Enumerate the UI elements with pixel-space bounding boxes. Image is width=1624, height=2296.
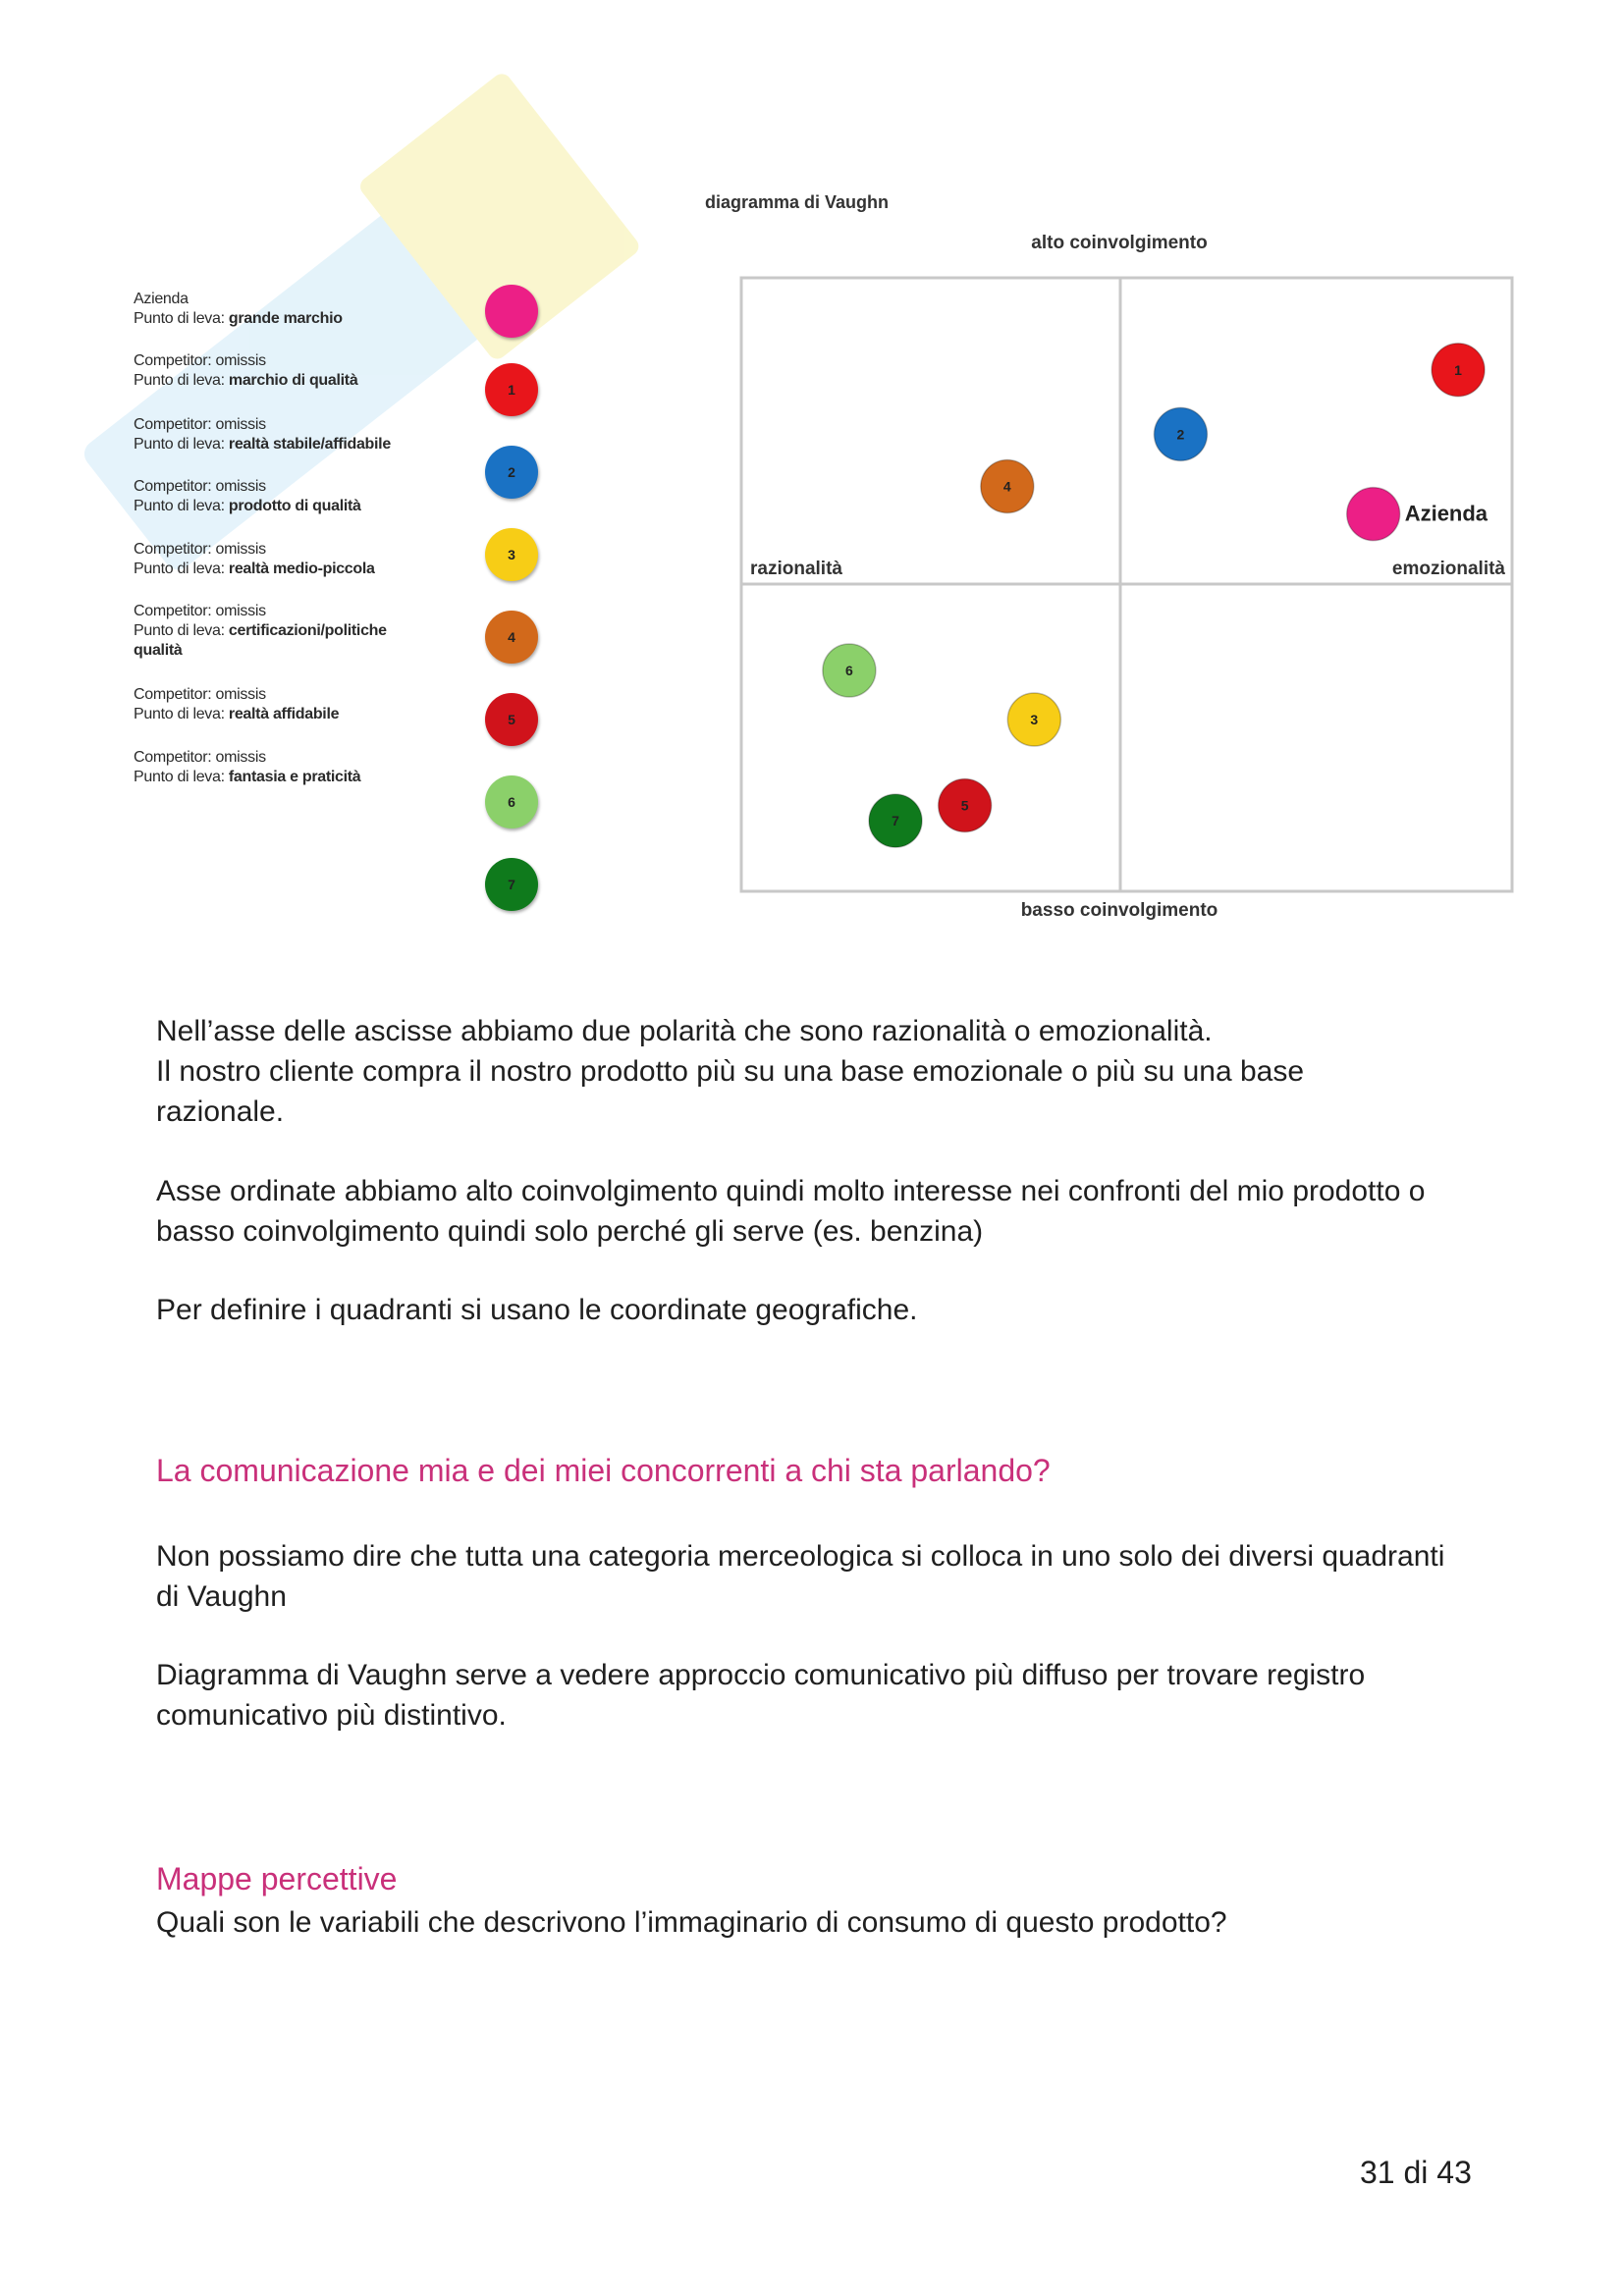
paragraph-2-text: Asse ordinate abbiamo alto coinvolgimento quindi molto interesse nei confronti del mio prodotto o basso coinvolgimento quindi solo perché gli serve (es. benzina) bbox=[156, 1175, 1426, 1248]
legend-item-company: Competitor: omissis bbox=[134, 749, 266, 766]
legend-item-company: Azienda bbox=[134, 291, 189, 307]
legend-item-text bbox=[134, 477, 458, 516]
chart-left-label: razionalità bbox=[750, 559, 842, 579]
section-heading-communication: La comunicazione mia e dei miei concorrenti a chi sta parlando? bbox=[156, 1453, 1051, 1488]
chart-bottom-label: basso coinvolgimento bbox=[1020, 900, 1218, 921]
legend-item-lever: Punto di leva: marchio di qualità bbox=[134, 372, 358, 389]
vaughn-diagram bbox=[687, 187, 1532, 933]
legend-item-lever: Punto di leva: certificazioni/politiche bbox=[134, 622, 387, 639]
chart-right-label: emozionalità bbox=[1391, 559, 1505, 579]
legend-item-company: Competitor: omissis bbox=[134, 686, 266, 703]
legend-item-lever: Punto di leva: prodotto di qualità bbox=[134, 498, 361, 514]
legend-marker: 1 bbox=[485, 363, 538, 416]
data-point-marker: 4 bbox=[1002, 478, 1011, 495]
legend-item-lever: Punto di leva: fantasia e praticità bbox=[134, 769, 361, 785]
paragraph-4 bbox=[156, 1536, 1452, 1617]
paragraph-1-line-1: Nell’asse delle ascisse abbiamo due polarità che sono razionalità o emozionalità. bbox=[156, 1015, 1213, 1047]
legend-item-company: Competitor: omissis bbox=[134, 541, 266, 558]
legend-marker: 3 bbox=[485, 528, 538, 581]
legend-item-text bbox=[134, 415, 458, 454]
legend-marker bbox=[485, 285, 538, 338]
legend-marker: 5 bbox=[485, 693, 538, 746]
data-point-marker: 2 bbox=[1176, 426, 1185, 443]
data-point-marker: 7 bbox=[892, 813, 899, 829]
legend-marker: 7 bbox=[485, 858, 538, 911]
paragraph-1-line-2: Il nostro cliente compra il nostro prodotto più su una base emozionale o più su una base razionale. bbox=[156, 1055, 1305, 1128]
legend-item-lever: Punto di leva: realtà affidabile bbox=[134, 706, 340, 722]
legend-item-text bbox=[134, 290, 458, 329]
legend-item-text bbox=[134, 748, 458, 787]
data-point-marker: 6 bbox=[845, 663, 853, 678]
legend-item-text bbox=[134, 540, 458, 579]
paragraph-5-text: Diagramma di Vaughn serve a vedere approccio comunicativo più diffuso per trovare registro comunicativo più distintivo. bbox=[156, 1659, 1366, 1732]
legend-item-text bbox=[134, 351, 458, 391]
chart-top-label: alto coinvolgimento bbox=[1031, 233, 1208, 253]
legend-marker: 4 bbox=[485, 611, 538, 664]
legend-marker: 6 bbox=[485, 775, 538, 828]
legend-item-company: Competitor: omissis bbox=[134, 603, 266, 619]
skuola-watermark-logo bbox=[29, 59, 717, 609]
page-number: 31 di 43 bbox=[1360, 2155, 1472, 2190]
legend-item-company: Competitor: omissis bbox=[134, 478, 266, 495]
paragraph-4-text: Non possiamo dire che tutta una categoria merceologica si colloca in uno solo dei diversi quadranti di Vaughn bbox=[156, 1540, 1445, 1613]
data-point-label: Azienda bbox=[1404, 501, 1489, 526]
section-heading-perceptual-maps: Mappe percettive bbox=[156, 1861, 398, 1896]
legend-item-company: Competitor: omissis bbox=[134, 352, 266, 369]
legend-item-lever-cont: qualità bbox=[134, 642, 183, 659]
paragraph-3 bbox=[156, 1290, 1491, 1330]
legend-item-lever: Punto di leva: grande marchio bbox=[134, 310, 343, 327]
legend-item-company: Competitor: omissis bbox=[134, 416, 266, 433]
paragraph-6 bbox=[156, 1902, 1491, 1943]
paragraph-3-text: Per definire i quadranti si usano le coordinate geografiche. bbox=[156, 1294, 918, 1326]
chart-title: diagramma di Vaughn bbox=[705, 192, 890, 212]
data-point-azienda bbox=[1347, 488, 1400, 541]
legend-marker: 2 bbox=[485, 446, 538, 499]
paragraph-2 bbox=[156, 1171, 1491, 1252]
legend-item-text bbox=[134, 685, 458, 724]
legend-item-text bbox=[134, 602, 458, 661]
legend-item-lever: Punto di leva: realtà stabile/affidabile bbox=[134, 436, 391, 453]
data-point-marker: 5 bbox=[960, 797, 969, 814]
data-point-marker: 3 bbox=[1030, 712, 1039, 727]
paragraph-5 bbox=[156, 1655, 1452, 1735]
legend-item-lever: Punto di leva: realtà medio-piccola bbox=[134, 561, 375, 577]
paragraph-1 bbox=[156, 1011, 1491, 1132]
paragraph-6-text: Quali son le variabili che descrivono l’immaginario di consumo di questo prodotto? bbox=[156, 1906, 1227, 1939]
data-point-marker: 1 bbox=[1454, 361, 1462, 378]
